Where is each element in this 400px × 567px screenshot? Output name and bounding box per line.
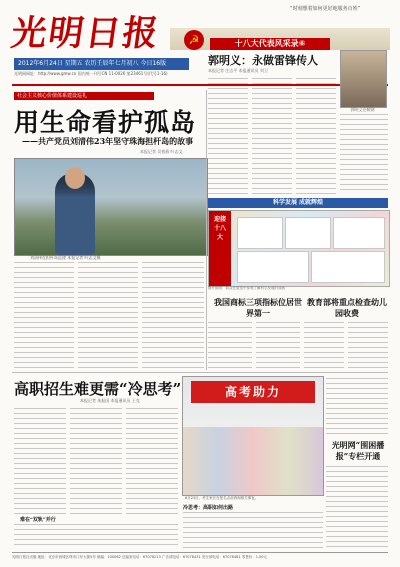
headline-trademark[interactable]: 我国商标三项指标位居世界第一: [214, 297, 302, 318]
photo-crowd: [183, 427, 323, 495]
science-photo: [208, 210, 390, 287]
lead-headline[interactable]: 用生命看护孤岛: [14, 108, 197, 137]
lead-column-1: [14, 262, 74, 370]
profile-column-4: [340, 114, 388, 194]
photo-banner: 高考助力: [191, 381, 315, 403]
footer: 光明日报社出版 地址：北京市西城区珠市口东大街5号 邮编：100062 总编室电话：67078213 广告部电话：67078431 发行部电话：67078481 零售价：1.50元: [12, 552, 388, 563]
trademark-column-2: [256, 322, 300, 370]
kindergarten-column-1: [304, 322, 344, 370]
right-column-bottom: [326, 466, 388, 548]
bottom-photo-text: [183, 512, 323, 548]
portrait-caption: 郭明义在鞍钢: [350, 107, 375, 112]
display-panel-4: [237, 251, 309, 283]
lead-subheadline: ——共产党员刘清伟23年坚守珠海担杆岛的故事: [22, 136, 194, 146]
trademark-column-1: [208, 322, 252, 370]
bottom-byline: 本报记者 朱振国 本报通讯员 王克: [80, 398, 140, 403]
right-column-top: [326, 378, 388, 436]
section-tagline: 社会主义核心价值体系建设巡礼: [14, 92, 154, 100]
science-banner: 科学发展 成就辉煌: [208, 198, 388, 208]
bottom-column-2: [70, 408, 122, 514]
lead-photo-caption: 刘清伟在担杆岛巡逻 本报记者 叶志文摄: [30, 255, 101, 260]
profile-column-2: [252, 78, 292, 194]
bottom-subhead-right: 冷思考：高职如何出路: [183, 505, 234, 511]
bottom-column-4: [14, 524, 178, 548]
science-caption: 图片说明：群众在展览中参观了解科学发展的成就: [208, 286, 285, 290]
display-panel-3: [333, 217, 385, 249]
officer-face: [65, 167, 85, 189]
masthead: [8, 6, 163, 56]
dateline: 2012年6月24日 星期五 农历壬辰年七月初八 今日16版: [14, 58, 189, 70]
top-quote: “时刻想着如何更好地服务百姓”: [290, 6, 361, 12]
profile-byline: 本报记者 庄志平 本报通讯员 刘卫: [208, 68, 268, 73]
lead-column-2: [78, 262, 138, 370]
column-divider: [206, 90, 207, 370]
bottom-subhead: 难在“双轨”并行: [20, 517, 56, 523]
kindergarten-column-2: [348, 322, 388, 370]
section-divider: [12, 372, 388, 373]
bottom-photo-caption: 6月23日，考生家长在报名点前咨询相关事宜。: [185, 496, 259, 500]
vertical-label-text: 迎接十八大: [213, 216, 226, 241]
lead-photo: [14, 158, 208, 256]
display-panel-5: [311, 251, 385, 283]
party-emblem-icon: ☭: [184, 30, 204, 50]
bottom-headline[interactable]: 高职招生难更需“冷思考”: [14, 380, 182, 398]
lead-byline: 本报记者 吴春燕 叶志文: [140, 149, 183, 154]
headline-gmw[interactable]: 光明网“围困播报”专栏开通: [331, 440, 385, 461]
newspaper-logo: 光明日报: [8, 13, 163, 54]
bottom-column-1: [14, 408, 66, 514]
series-title: 十八大代表风采录⑥: [210, 38, 330, 50]
headline-kindergarten[interactable]: 教育部将重点检查幼儿园收费: [307, 297, 387, 318]
bottom-photo: [182, 376, 324, 496]
profile-column-3: [296, 78, 336, 194]
lead-column-3: [142, 262, 204, 370]
profile-headline[interactable]: 郭明义：永做雷锋传人: [208, 54, 318, 67]
info-line: 光明网网址：http://www.gmw.cn 国内统一刊号CN 11-0026 第23461号(代号1-16): [14, 71, 168, 76]
display-panel-1: [237, 217, 283, 249]
profile-portrait: [340, 50, 387, 108]
profile-column-1: [208, 78, 248, 194]
bottom-column-3: [126, 408, 178, 514]
display-panel-2: [285, 217, 331, 249]
